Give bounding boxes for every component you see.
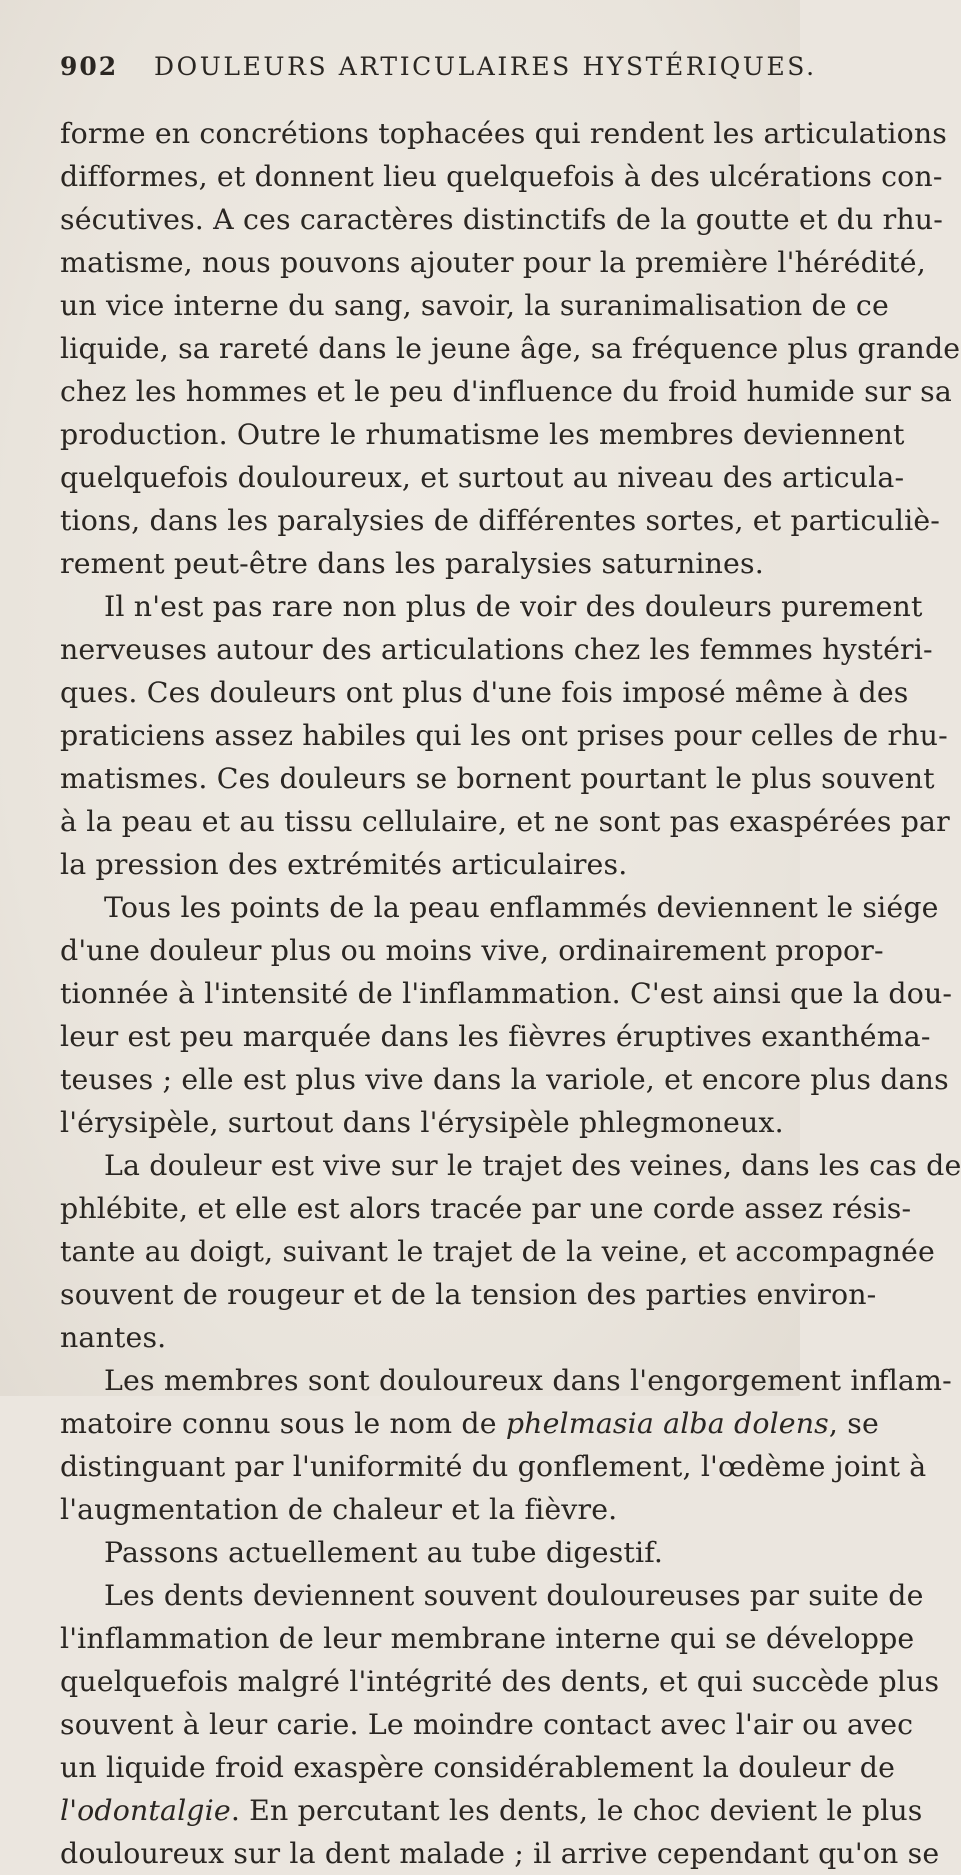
body-text: [60, 112, 961, 1875]
paragraph-start-line: Il n'est pas rare non plus de voir des douleurs purement: [104, 590, 923, 623]
text-line: tionnée à l'intensité de l'inflammation. C'est ainsi que la dou-: [60, 977, 953, 1010]
text-line: matismes. Ces douleurs se bornent pourtant le plus souvent: [60, 762, 935, 795]
text-line: chez les hommes et le peu d'influence du froid humide sur sa: [60, 375, 952, 408]
paragraph-start-line: Tous les points de la peau enflammés deviennent le siége: [104, 891, 939, 924]
text-line: teuses ; elle est plus vive dans la variole, et encore plus dans: [60, 1063, 949, 1096]
paragraph-start-line: La douleur est vive sur le trajet des veines, dans les cas de: [104, 1149, 961, 1182]
text-line: distinguant par l'uniformité du gonflement, l'œdème joint à: [60, 1450, 927, 1483]
text-segment: . En percutant les dents, le choc devient le plus: [230, 1794, 923, 1827]
running-header: [60, 52, 817, 81]
text-line: souvent à leur carie. Le moindre contact avec l'air ou avec: [60, 1708, 914, 1741]
text-segment: matoire connu sous le nom de: [60, 1407, 506, 1440]
text-line: nerveuses autour des articulations chez les femmes hystéri-: [60, 633, 933, 666]
text-line: la pression des extrémités articulaires.: [60, 848, 628, 881]
text-line: d'une douleur plus ou moins vive, ordinairement propor-: [60, 934, 884, 967]
text-line: nantes.: [60, 1321, 167, 1354]
text-line: difformes, et donnent lieu quelquefois à des ulcérations con-: [60, 160, 943, 193]
paragraph-start-line: Les dents deviennent souvent douloureuses par suite de: [104, 1579, 924, 1612]
text-line: quelquefois douloureux, et surtout au niveau des articula-: [60, 461, 905, 494]
text-segment: , se: [828, 1407, 879, 1440]
text-line: à la peau et au tissu cellulaire, et ne sont pas exaspérées par: [60, 805, 950, 838]
text-line: liquide, sa rareté dans le jeune âge, sa fréquence plus grande: [60, 332, 961, 365]
text-line: rement peut-être dans les paralysies saturnines.: [60, 547, 764, 580]
text-line: l'érysipèle, surtout dans l'érysipèle phlegmoneux.: [60, 1106, 784, 1139]
text-line: douloureux sur la dent malade ; il arrive cependant qu'on se: [60, 1837, 940, 1870]
text-line: un liquide froid exaspère considérablement la douleur de: [60, 1751, 896, 1784]
italic-term: l'odontalgie: [60, 1794, 231, 1827]
text-line: l'inflammation de leur membrane interne qui se développe: [60, 1622, 915, 1655]
italic-term: phelmasia alba dolens: [505, 1407, 829, 1440]
text-line: production. Outre le rhumatisme les membres deviennent: [60, 418, 905, 451]
text-line-with-italic: [60, 1789, 923, 1832]
text-line: leur est peu marquée dans les fièvres éruptives exanthéma-: [60, 1020, 931, 1053]
text-line: sécutives. A ces caractères distinctifs de la goutte et du rhu-: [60, 203, 943, 236]
running-title: DOULEURS ARTICULAIRES HYSTÉRIQUES.: [153, 52, 817, 81]
text-line: quelquefois malgré l'intégrité des dents, et qui succède plus: [60, 1665, 940, 1698]
text-line: tions, dans les paralysies de différentes sortes, et particuliè-: [60, 504, 941, 537]
page-number: 902: [60, 52, 119, 81]
text-line: tante au doigt, suivant le trajet de la veine, et accompagnée: [60, 1235, 935, 1268]
text-line: phlébite, et elle est alors tracée par une corde assez résis-: [60, 1192, 912, 1225]
paragraph-start-line: Passons actuellement au tube digestif.: [104, 1536, 664, 1569]
text-line: un vice interne du sang, savoir, la suranimalisation de ce: [60, 289, 889, 322]
text-line: forme en concrétions tophacées qui rendent les articulations: [60, 117, 948, 150]
text-line: matisme, nous pouvons ajouter pour la première l'hérédité,: [60, 246, 926, 279]
text-line: ques. Ces douleurs ont plus d'une fois imposé même à des: [60, 676, 909, 709]
text-line: souvent de rougeur et de la tension des parties environ-: [60, 1278, 877, 1311]
text-line: praticiens assez habiles qui les ont prises pour celles de rhu-: [60, 719, 948, 752]
text-line-with-italic: [60, 1402, 879, 1445]
text-line: l'augmentation de chaleur et la fièvre.: [60, 1493, 618, 1526]
paragraph-start-line: Les membres sont douloureux dans l'engorgement inflam-: [104, 1364, 952, 1397]
